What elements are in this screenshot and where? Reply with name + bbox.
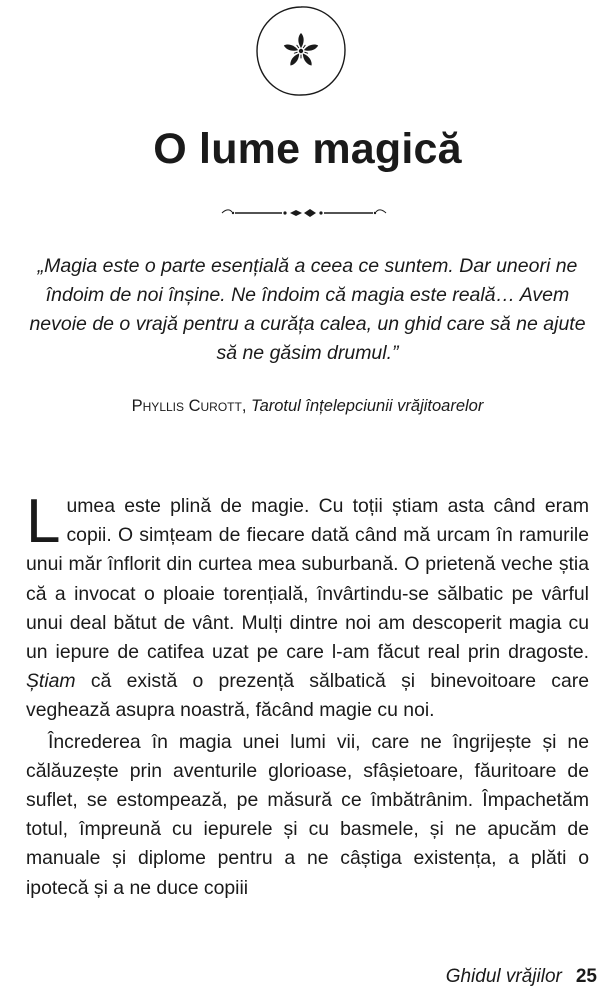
flower-star-icon [254,4,348,98]
paragraph-1 [26,487,589,726]
body-text [26,487,589,903]
epigraph-attribution [0,396,615,416]
epigraph-work-title: Tarotul înțelepciunii vrăjitoarelor [251,397,484,415]
chapter-title: O lume magică [153,125,462,173]
running-title: Ghidul vrăjilor [445,966,562,987]
attribution-separator: , [241,397,251,415]
epigraph-author: Phyllis Curott [131,397,242,415]
paragraph-1-text-a: umea este plină de magie. Cu toții știam asta când eram copii. O simțeam de fiecare dată când mă urcam în ramurile unui măr înflorit din curtea mea suburbană. O prietenă veche știa că a invocat o ploaie torențială, învârtindu-se sălbatic pe vârful unui deal bătut de vânt. Mulți dintre noi am descoperit magia cu un iepure de catifea uzat pe care l-am făcut real prin dragoste. [26,495,589,664]
paragraph-1-emphasis: Știam [26,670,76,693]
ornamental-divider-icon [218,205,390,221]
epigraph-quote: „Magia este o parte esențială a ceea ce suntem. Dar uneori ne îndoim de noi înșine. Ne îndoim că magia este reală… Avem nevoie de o vrajă pentru a curăța calea, un ghid care să ne ajute să ne găsim drumul.” [29,255,586,364]
paragraph-2: Încrederea în magia unei lumi vii, care ne îngrijește și ne călăuzește prin aventurile glorioase, sfâșietoare, făuritoare de suflet, se estompează, pe măsură ce îmbătrânim. Împachetăm totul, împreună cu iepurele și cu basmele, și ne apucăm de manuale și diplome pentru a ne câștiga existența, a plăti o ipotecă și a ne duce copiii [26,730,589,899]
page-number: 25 [575,966,597,987]
paragraph-1-text-b: că există o prezență sălbatică și binevoitoare care veghează asupra noastră, făcând magie cu noi. [26,670,589,722]
drop-cap: L [26,487,61,556]
page-footer [446,966,597,990]
